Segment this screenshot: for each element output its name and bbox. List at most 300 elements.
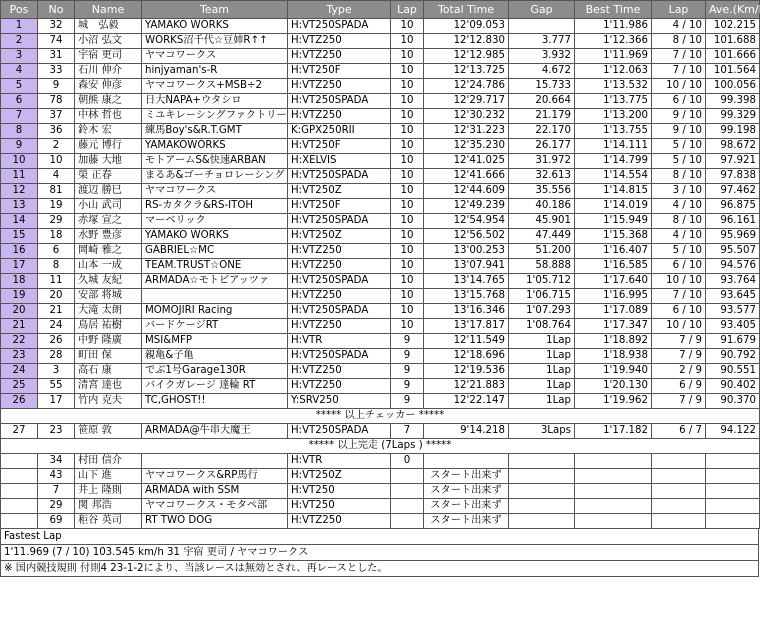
cell-type: H:VTZ250 — [288, 244, 391, 259]
table-row — [1, 514, 760, 529]
cell-name: 関 邦浩 — [75, 499, 142, 514]
cell-average: 97.921 — [706, 154, 760, 169]
cell-best-lap: 7 / 10 — [652, 289, 706, 304]
cell-type: H:VTZ250 — [288, 49, 391, 64]
cell-average: 101.564 — [706, 64, 760, 79]
cell-name: 朝熊 康之 — [75, 94, 142, 109]
cell-team: マーベリック — [142, 214, 288, 229]
cell-pos — [1, 484, 38, 499]
cell-total-time: 12'41.666 — [424, 169, 509, 184]
cell-pos: 27 — [1, 424, 38, 439]
cell-gap: 1'08.764 — [509, 319, 575, 334]
cell-type: H:VTZ250 — [288, 319, 391, 334]
cell-average: 99.198 — [706, 124, 760, 139]
cell-best-lap: 5 / 10 — [652, 244, 706, 259]
cell-team: TC,GHOST!! — [142, 394, 288, 409]
cell-lap: 9 — [391, 379, 424, 394]
cell-pos: 4 — [1, 64, 38, 79]
cell-total-time: 12'12.830 — [424, 34, 509, 49]
cell-team: 親亀&子亀 — [142, 349, 288, 364]
cell-lap: 10 — [391, 274, 424, 289]
cell-average: 102.215 — [706, 19, 760, 34]
cell-total-time: 12'35.230 — [424, 139, 509, 154]
cell-lap: 10 — [391, 19, 424, 34]
cell-pos: 25 — [1, 379, 38, 394]
cell-no: 26 — [38, 334, 75, 349]
cell-best-time: 1'12.063 — [575, 64, 652, 79]
cell-best-lap: 4 / 10 — [652, 229, 706, 244]
cell-average — [706, 499, 760, 514]
cell-name: 加藤 大地 — [75, 154, 142, 169]
col-average: Ave.(Km/h) — [706, 1, 760, 19]
cell-average: 90.792 — [706, 349, 760, 364]
cell-team: まるあ&ゴーチョロレーシング — [142, 169, 288, 184]
cell-team: ヤマコワークス&RP馬行 — [142, 469, 288, 484]
cell-type: H:VT250Z — [288, 229, 391, 244]
cell-average: 95.969 — [706, 229, 760, 244]
cell-team: でぶ1号Garage130R — [142, 364, 288, 379]
cell-total-time — [424, 454, 509, 469]
cell-best-time: 1'17.089 — [575, 304, 652, 319]
cell-average: 98.672 — [706, 139, 760, 154]
cell-type: H:VTZ250 — [288, 514, 391, 529]
cell-average: 99.329 — [706, 109, 760, 124]
cell-lap: 10 — [391, 184, 424, 199]
cell-name: 榮 正春 — [75, 169, 142, 184]
cell-no: 81 — [38, 184, 75, 199]
cell-average: 97.838 — [706, 169, 760, 184]
cell-pos: 14 — [1, 214, 38, 229]
cell-type: H:VTZ250 — [288, 79, 391, 94]
post-checker-section — [1, 409, 760, 424]
cell-team: ミユキレーシングファクトリー — [142, 109, 288, 124]
cell-best-time: 1'15.368 — [575, 229, 652, 244]
cell-best-lap: 6 / 7 — [652, 424, 706, 439]
cell-team: YAMAKO WORKS — [142, 19, 288, 34]
cell-best-lap: 6 / 9 — [652, 379, 706, 394]
cell-type: H:VT250SPADA — [288, 214, 391, 229]
cell-average: 90.370 — [706, 394, 760, 409]
cell-best-time — [575, 469, 652, 484]
cell-best-time: 1'14.799 — [575, 154, 652, 169]
cell-best-lap: 5 / 10 — [652, 139, 706, 154]
cell-name: 水野 豊彦 — [75, 229, 142, 244]
cell-best-time: 1'19.962 — [575, 394, 652, 409]
finish-note-section — [1, 439, 760, 454]
cell-gap: 1Lap — [509, 394, 575, 409]
table-row — [1, 79, 760, 94]
cell-pos: 21 — [1, 319, 38, 334]
cell-best-time — [575, 514, 652, 529]
cell-gap: 58.888 — [509, 259, 575, 274]
cell-gap: 31.972 — [509, 154, 575, 169]
cell-total-time: 13'16.346 — [424, 304, 509, 319]
cell-team: hinjyaman's-R — [142, 64, 288, 79]
cell-lap: 10 — [391, 49, 424, 64]
cell-gap: 1Lap — [509, 364, 575, 379]
cell-gap: 1'05.712 — [509, 274, 575, 289]
cell-team: YAMAKOWORKS — [142, 139, 288, 154]
table-row — [1, 244, 760, 259]
cell-team: ARMADA with SSM — [142, 484, 288, 499]
cell-name: 赤塚 宣之 — [75, 214, 142, 229]
cell-gap — [509, 514, 575, 529]
table-row — [1, 349, 760, 364]
cell-total-time: 12'31.223 — [424, 124, 509, 139]
table-row — [1, 109, 760, 124]
cell-name: 清宮 達也 — [75, 379, 142, 394]
cell-total-time: 12'11.549 — [424, 334, 509, 349]
cell-team: ヤマコワークス・モタペ部 — [142, 499, 288, 514]
cell-gap: 1Lap — [509, 379, 575, 394]
cell-name: 安部 将城 — [75, 289, 142, 304]
cell-total-time: 13'15.768 — [424, 289, 509, 304]
cell-type: H:VT250SPADA — [288, 424, 391, 439]
cell-average: 93.577 — [706, 304, 760, 319]
classified-rows — [1, 19, 760, 409]
table-row — [1, 319, 760, 334]
fastest-lap-value: 1'11.969 (7 / 10) 103.545 km/h 31 宇宿 更司 / ヤマコワークス — [0, 545, 759, 561]
cell-best-time: 1'18.892 — [575, 334, 652, 349]
cell-average: 93.645 — [706, 289, 760, 304]
cell-total-time: 12'44.609 — [424, 184, 509, 199]
cell-name: 井上 隆則 — [75, 484, 142, 499]
cell-gap — [509, 469, 575, 484]
cell-total-time: 12'22.147 — [424, 394, 509, 409]
cell-best-time: 1'13.200 — [575, 109, 652, 124]
cell-best-time — [575, 454, 652, 469]
table-row — [1, 454, 760, 469]
cell-best-lap: 5 / 10 — [652, 154, 706, 169]
cell-type: H:VTZ250 — [288, 289, 391, 304]
cell-best-lap: 10 / 10 — [652, 79, 706, 94]
cell-name: 藤元 博行 — [75, 139, 142, 154]
cell-name: 笹原 敦 — [75, 424, 142, 439]
cell-lap — [391, 514, 424, 529]
cell-type: Y:SRV250 — [288, 394, 391, 409]
footer — [0, 529, 759, 577]
cell-pos — [1, 469, 38, 484]
cell-type: K:GPX250RII — [288, 124, 391, 139]
cell-best-time: 1'16.995 — [575, 289, 652, 304]
table-row — [1, 214, 760, 229]
cell-average: 96.161 — [706, 214, 760, 229]
cell-no: 23 — [38, 424, 75, 439]
cell-best-time — [575, 499, 652, 514]
cell-type: H:VT250 — [288, 484, 391, 499]
cell-total-time: スタート出来ず — [424, 469, 509, 484]
cell-average: 101.666 — [706, 49, 760, 64]
cell-best-time: 1'11.986 — [575, 19, 652, 34]
cell-average — [706, 469, 760, 484]
table-row — [1, 34, 760, 49]
cell-name: 中野 隆廣 — [75, 334, 142, 349]
cell-best-lap: 4 / 10 — [652, 19, 706, 34]
cell-average: 94.122 — [706, 424, 760, 439]
cell-lap: 9 — [391, 349, 424, 364]
cell-lap: 10 — [391, 259, 424, 274]
col-gap: Gap — [509, 1, 575, 19]
cell-best-time: 1'17.640 — [575, 274, 652, 289]
cell-lap: 9 — [391, 334, 424, 349]
cell-lap: 10 — [391, 304, 424, 319]
cell-average: 97.462 — [706, 184, 760, 199]
cell-gap — [509, 484, 575, 499]
cell-lap: 7 — [391, 424, 424, 439]
cell-name: 小沼 弘文 — [75, 34, 142, 49]
cell-best-lap: 8 / 10 — [652, 214, 706, 229]
col-total-time: Total Time — [424, 1, 509, 19]
cell-gap: 32.613 — [509, 169, 575, 184]
cell-type: H:VTZ250 — [288, 259, 391, 274]
cell-team: MOMOJIRI Racing — [142, 304, 288, 319]
cell-name: 竹内 克夫 — [75, 394, 142, 409]
cell-best-time: 1'13.532 — [575, 79, 652, 94]
cell-type: H:VT250SPADA — [288, 169, 391, 184]
cell-team — [142, 454, 288, 469]
cell-team: バードケージRT — [142, 319, 288, 334]
cell-best-lap: 8 / 10 — [652, 169, 706, 184]
cell-best-time: 1'20.130 — [575, 379, 652, 394]
cell-type: H:VT250Z — [288, 184, 391, 199]
cell-gap: 4.672 — [509, 64, 575, 79]
col-lap: Lap — [391, 1, 424, 19]
cell-pos: 12 — [1, 184, 38, 199]
cell-best-time: 1'12.366 — [575, 34, 652, 49]
cell-best-time: 1'14.019 — [575, 199, 652, 214]
cell-no: 29 — [38, 214, 75, 229]
cell-best-lap: 9 / 10 — [652, 124, 706, 139]
cell-name: 石川 伸介 — [75, 64, 142, 79]
cell-pos: 1 — [1, 19, 38, 34]
cell-total-time: 12'56.502 — [424, 229, 509, 244]
cell-no: 18 — [38, 229, 75, 244]
cell-average: 99.398 — [706, 94, 760, 109]
cell-no: 32 — [38, 19, 75, 34]
cell-lap: 10 — [391, 64, 424, 79]
table-row — [1, 94, 760, 109]
cell-best-time: 1'18.938 — [575, 349, 652, 364]
table-row — [1, 394, 760, 409]
cell-total-time: 13'14.765 — [424, 274, 509, 289]
cell-gap: 35.556 — [509, 184, 575, 199]
finish-note-row — [1, 439, 760, 454]
cell-total-time: 12'54.954 — [424, 214, 509, 229]
cell-average: 96.875 — [706, 199, 760, 214]
cell-best-time: 1'19.940 — [575, 364, 652, 379]
cell-gap: 26.177 — [509, 139, 575, 154]
cell-team: 日大NAPA+ウタシロ — [142, 94, 288, 109]
cell-gap: 51.200 — [509, 244, 575, 259]
cell-average: 95.507 — [706, 244, 760, 259]
cell-lap — [391, 484, 424, 499]
cell-no: 2 — [38, 139, 75, 154]
cell-name: 城 弘毅 — [75, 19, 142, 34]
regulation-note: ※ 国内競技規則 付則4 23-1-2により、当該レースは無効とされ、再レースとした。 — [0, 561, 759, 577]
cell-best-lap: 7 / 10 — [652, 49, 706, 64]
cell-average: 90.551 — [706, 364, 760, 379]
cell-team: ARMADA☆モトピアッツァ — [142, 274, 288, 289]
cell-pos — [1, 514, 38, 529]
checker-note-row — [1, 409, 760, 424]
cell-type: H:VTR — [288, 334, 391, 349]
cell-average — [706, 484, 760, 499]
cell-best-time: 1'11.969 — [575, 49, 652, 64]
cell-best-lap: 3 / 10 — [652, 184, 706, 199]
table-row — [1, 64, 760, 79]
table-row — [1, 289, 760, 304]
table-row — [1, 154, 760, 169]
cell-pos: 2 — [1, 34, 38, 49]
cell-no: 8 — [38, 259, 75, 274]
cell-total-time: 12'41.025 — [424, 154, 509, 169]
cell-lap: 10 — [391, 169, 424, 184]
cell-no: 17 — [38, 394, 75, 409]
cell-lap: 10 — [391, 319, 424, 334]
col-pos: Pos — [1, 1, 38, 19]
cell-best-lap: 8 / 10 — [652, 34, 706, 49]
cell-best-lap: 6 / 10 — [652, 94, 706, 109]
cell-team: WORKS沼千代☆豆姉R↑↑ — [142, 34, 288, 49]
cell-type: H:VT250F — [288, 64, 391, 79]
cell-team: YAMAKO WORKS — [142, 229, 288, 244]
cell-lap: 10 — [391, 139, 424, 154]
cell-name: 宇宿 更司 — [75, 49, 142, 64]
table-row — [1, 499, 760, 514]
cell-team: MSI&MFP — [142, 334, 288, 349]
cell-lap: 0 — [391, 454, 424, 469]
cell-total-time: スタート出来ず — [424, 499, 509, 514]
table-row — [1, 124, 760, 139]
table-row — [1, 424, 760, 439]
cell-type: H:VT250Z — [288, 469, 391, 484]
cell-name: 山下 進 — [75, 469, 142, 484]
cell-team: ヤマコワークス — [142, 49, 288, 64]
cell-best-lap: 10 / 10 — [652, 319, 706, 334]
cell-gap: 1Lap — [509, 334, 575, 349]
table-row — [1, 199, 760, 214]
cell-average: 91.679 — [706, 334, 760, 349]
cell-best-lap — [652, 454, 706, 469]
cell-best-time: 1'13.755 — [575, 124, 652, 139]
cell-type: H:VT250SPADA — [288, 274, 391, 289]
cell-total-time: 12'24.786 — [424, 79, 509, 94]
cell-total-time: 12'30.232 — [424, 109, 509, 124]
cell-name: 渡辺 勝巳 — [75, 184, 142, 199]
cell-gap: 20.664 — [509, 94, 575, 109]
table-row — [1, 19, 760, 34]
table-row — [1, 169, 760, 184]
cell-best-lap: 7 / 10 — [652, 64, 706, 79]
cell-pos: 19 — [1, 289, 38, 304]
cell-best-lap: 9 / 10 — [652, 109, 706, 124]
cell-best-time — [575, 484, 652, 499]
cell-lap: 10 — [391, 109, 424, 124]
cell-type: H:VT250F — [288, 199, 391, 214]
cell-best-time: 1'13.775 — [575, 94, 652, 109]
cell-lap — [391, 469, 424, 484]
cell-gap: 1Lap — [509, 349, 575, 364]
cell-no: 55 — [38, 379, 75, 394]
fastest-lap-label: Fastest Lap — [0, 529, 759, 545]
cell-gap: 45.901 — [509, 214, 575, 229]
cell-no: 21 — [38, 304, 75, 319]
cell-total-time: 12'19.536 — [424, 364, 509, 379]
cell-best-lap: 6 / 10 — [652, 259, 706, 274]
table-row — [1, 49, 760, 64]
cell-lap: 10 — [391, 34, 424, 49]
cell-gap: 40.186 — [509, 199, 575, 214]
table-row — [1, 364, 760, 379]
cell-best-time: 1'16.407 — [575, 244, 652, 259]
cell-type: H:VT250 — [288, 499, 391, 514]
cell-team: モトアームS&快速ARBAN — [142, 154, 288, 169]
cell-no: 28 — [38, 349, 75, 364]
dns-rows — [1, 454, 760, 529]
cell-best-lap — [652, 469, 706, 484]
cell-total-time: 12'18.696 — [424, 349, 509, 364]
cell-name: 森安 伸彦 — [75, 79, 142, 94]
cell-best-lap: 7 / 9 — [652, 394, 706, 409]
cell-no: 31 — [38, 49, 75, 64]
cell-lap: 10 — [391, 79, 424, 94]
cell-pos: 24 — [1, 364, 38, 379]
table-row — [1, 379, 760, 394]
cell-no: 9 — [38, 79, 75, 94]
cell-name: 鳥居 祐樹 — [75, 319, 142, 334]
cell-gap: 3.932 — [509, 49, 575, 64]
cell-pos: 22 — [1, 334, 38, 349]
cell-type: H:VT250SPADA — [288, 304, 391, 319]
cell-best-lap — [652, 484, 706, 499]
cell-best-time: 1'14.554 — [575, 169, 652, 184]
cell-total-time: スタート出来ず — [424, 484, 509, 499]
col-team: Team — [142, 1, 288, 19]
cell-team — [142, 289, 288, 304]
cell-lap: 10 — [391, 244, 424, 259]
cell-lap: 9 — [391, 394, 424, 409]
cell-lap: 10 — [391, 289, 424, 304]
cell-average — [706, 514, 760, 529]
cell-no: 74 — [38, 34, 75, 49]
cell-total-time: 13'00.253 — [424, 244, 509, 259]
cell-pos: 11 — [1, 169, 38, 184]
cell-total-time: スタート出来ず — [424, 514, 509, 529]
cell-gap — [509, 454, 575, 469]
cell-average: 93.764 — [706, 274, 760, 289]
cell-team: GABRIEL☆MC — [142, 244, 288, 259]
cell-gap: 47.449 — [509, 229, 575, 244]
cell-pos: 20 — [1, 304, 38, 319]
cell-name: 山本 一成 — [75, 259, 142, 274]
cell-team: ヤマコワークス+MSB÷2 — [142, 79, 288, 94]
table-row — [1, 259, 760, 274]
cell-lap: 10 — [391, 214, 424, 229]
cell-best-lap: 7 / 9 — [652, 349, 706, 364]
cell-no: 19 — [38, 199, 75, 214]
cell-no: 7 — [38, 484, 75, 499]
cell-team: ヤマコワークス — [142, 184, 288, 199]
cell-name: 鈴木 宏 — [75, 124, 142, 139]
cell-pos: 7 — [1, 109, 38, 124]
cell-name: 秬谷 英司 — [75, 514, 142, 529]
cell-best-time: 1'15.949 — [575, 214, 652, 229]
cell-pos — [1, 454, 38, 469]
cell-average: 90.402 — [706, 379, 760, 394]
cell-best-time: 1'17.347 — [575, 319, 652, 334]
table-row — [1, 484, 760, 499]
col-best-lap: Lap — [652, 1, 706, 19]
